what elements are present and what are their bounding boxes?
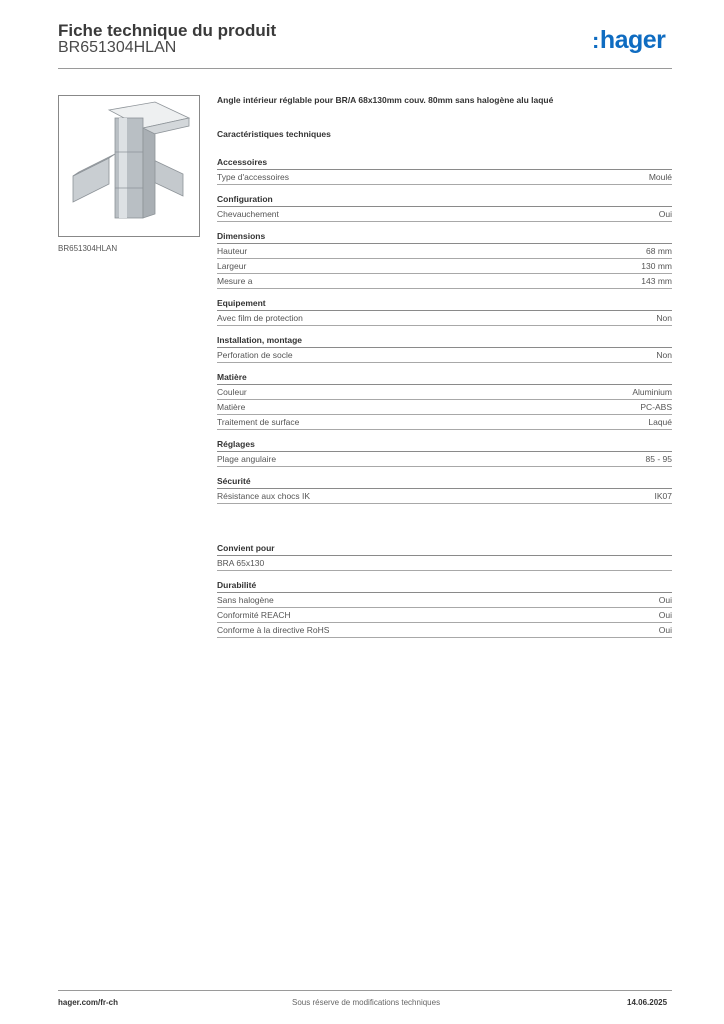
spec-value: Oui	[658, 625, 672, 635]
spec-label: Matière	[217, 402, 246, 412]
spec-row	[217, 207, 672, 222]
extra-sections	[217, 542, 672, 638]
section-title: Réglages	[217, 438, 672, 452]
spec-value: 143 mm	[641, 276, 672, 286]
spec-value: 85 - 95	[645, 454, 672, 464]
product-image	[58, 95, 200, 237]
spec-label: BRA 65x130	[217, 558, 265, 568]
spec-label: Perforation de socle	[217, 350, 293, 360]
spec-row	[217, 400, 672, 415]
spec-section	[217, 579, 672, 638]
spec-section	[217, 438, 672, 467]
spec-row	[217, 452, 672, 467]
spec-section	[217, 193, 672, 222]
spec-label: Conforme à la directive RoHS	[217, 625, 330, 635]
header-divider	[58, 68, 672, 69]
spec-row	[217, 311, 672, 326]
spec-label: Type d'accessoires	[217, 172, 290, 182]
section-title: Installation, montage	[217, 334, 672, 348]
section-title: Equipement	[217, 297, 672, 311]
spec-value: PC-ABS	[640, 402, 672, 412]
spec-section	[217, 475, 672, 504]
spec-value: Non	[656, 350, 672, 360]
spec-label: Traitement de surface	[217, 417, 300, 427]
spec-row	[217, 274, 672, 289]
spec-label: Résistance aux chocs IK	[217, 491, 311, 501]
spec-row	[217, 608, 672, 623]
spec-label: Sans halogène	[217, 595, 274, 605]
spec-value: Laqué	[648, 417, 672, 427]
spec-row	[217, 415, 672, 430]
spec-section	[217, 334, 672, 363]
spec-row	[217, 385, 672, 400]
spec-label: Avec film de protection	[217, 313, 303, 323]
spec-sections	[217, 156, 672, 504]
footer-date: 14.06.2025	[627, 998, 668, 1007]
footer-divider	[58, 990, 672, 991]
spec-row	[217, 623, 672, 638]
spec-section	[217, 371, 672, 430]
spec-row	[217, 244, 672, 259]
spec-label: Chevauchement	[217, 209, 279, 219]
spec-label: Mesure a	[217, 276, 253, 286]
section-title: Durabilité	[217, 579, 672, 593]
spec-row	[217, 348, 672, 363]
spacer	[217, 512, 672, 542]
footer-disclaimer: Sous réserve de modifications techniques	[292, 998, 441, 1007]
spec-value: Aluminium	[632, 387, 672, 397]
spec-label: Largeur	[217, 261, 247, 271]
spec-label: Conformité REACH	[217, 610, 291, 620]
product-description: Angle intérieur réglable pour BR/A 68x130mm couv. 80mm sans halogène alu laqué	[217, 95, 554, 105]
image-caption: BR651304HLAN	[58, 244, 118, 253]
spec-value: Oui	[658, 209, 672, 219]
spec-content	[217, 95, 672, 646]
spec-value: Oui	[658, 610, 672, 620]
spec-row	[217, 259, 672, 274]
spec-value: 68 mm	[646, 246, 672, 256]
footer-website-link[interactable]: hager.com/fr-ch	[58, 998, 119, 1007]
spec-label: Plage angulaire	[217, 454, 277, 464]
section-title: Matière	[217, 371, 672, 385]
specs-title: Caractéristiques techniques	[217, 129, 331, 139]
spec-row	[217, 556, 672, 571]
spec-section	[217, 230, 672, 289]
section-title: Convient pour	[217, 542, 672, 556]
page-title: Fiche technique du produit	[58, 21, 277, 40]
section-title: Sécurité	[217, 475, 672, 489]
logo-text: hager	[599, 26, 666, 54]
product-image-drawing	[59, 96, 199, 236]
spec-label: Couleur	[217, 387, 247, 397]
spec-value: 130 mm	[641, 261, 672, 271]
spec-label: Hauteur	[217, 246, 248, 256]
logo-prefix: :	[592, 28, 599, 53]
spec-section	[217, 297, 672, 326]
section-title: Accessoires	[217, 156, 672, 170]
product-code: BR651304HLAN	[58, 39, 177, 56]
spec-row	[217, 489, 672, 504]
section-title: Configuration	[217, 193, 672, 207]
spec-value: Moulé	[648, 172, 672, 182]
spec-value: Non	[656, 313, 672, 323]
spec-row	[217, 593, 672, 608]
spec-section	[217, 156, 672, 185]
hager-logo[interactable]	[592, 26, 665, 55]
spec-value: IK07	[654, 491, 672, 501]
spec-row	[217, 170, 672, 185]
spec-value: Oui	[658, 595, 672, 605]
spec-section	[217, 542, 672, 571]
section-title: Dimensions	[217, 230, 672, 244]
